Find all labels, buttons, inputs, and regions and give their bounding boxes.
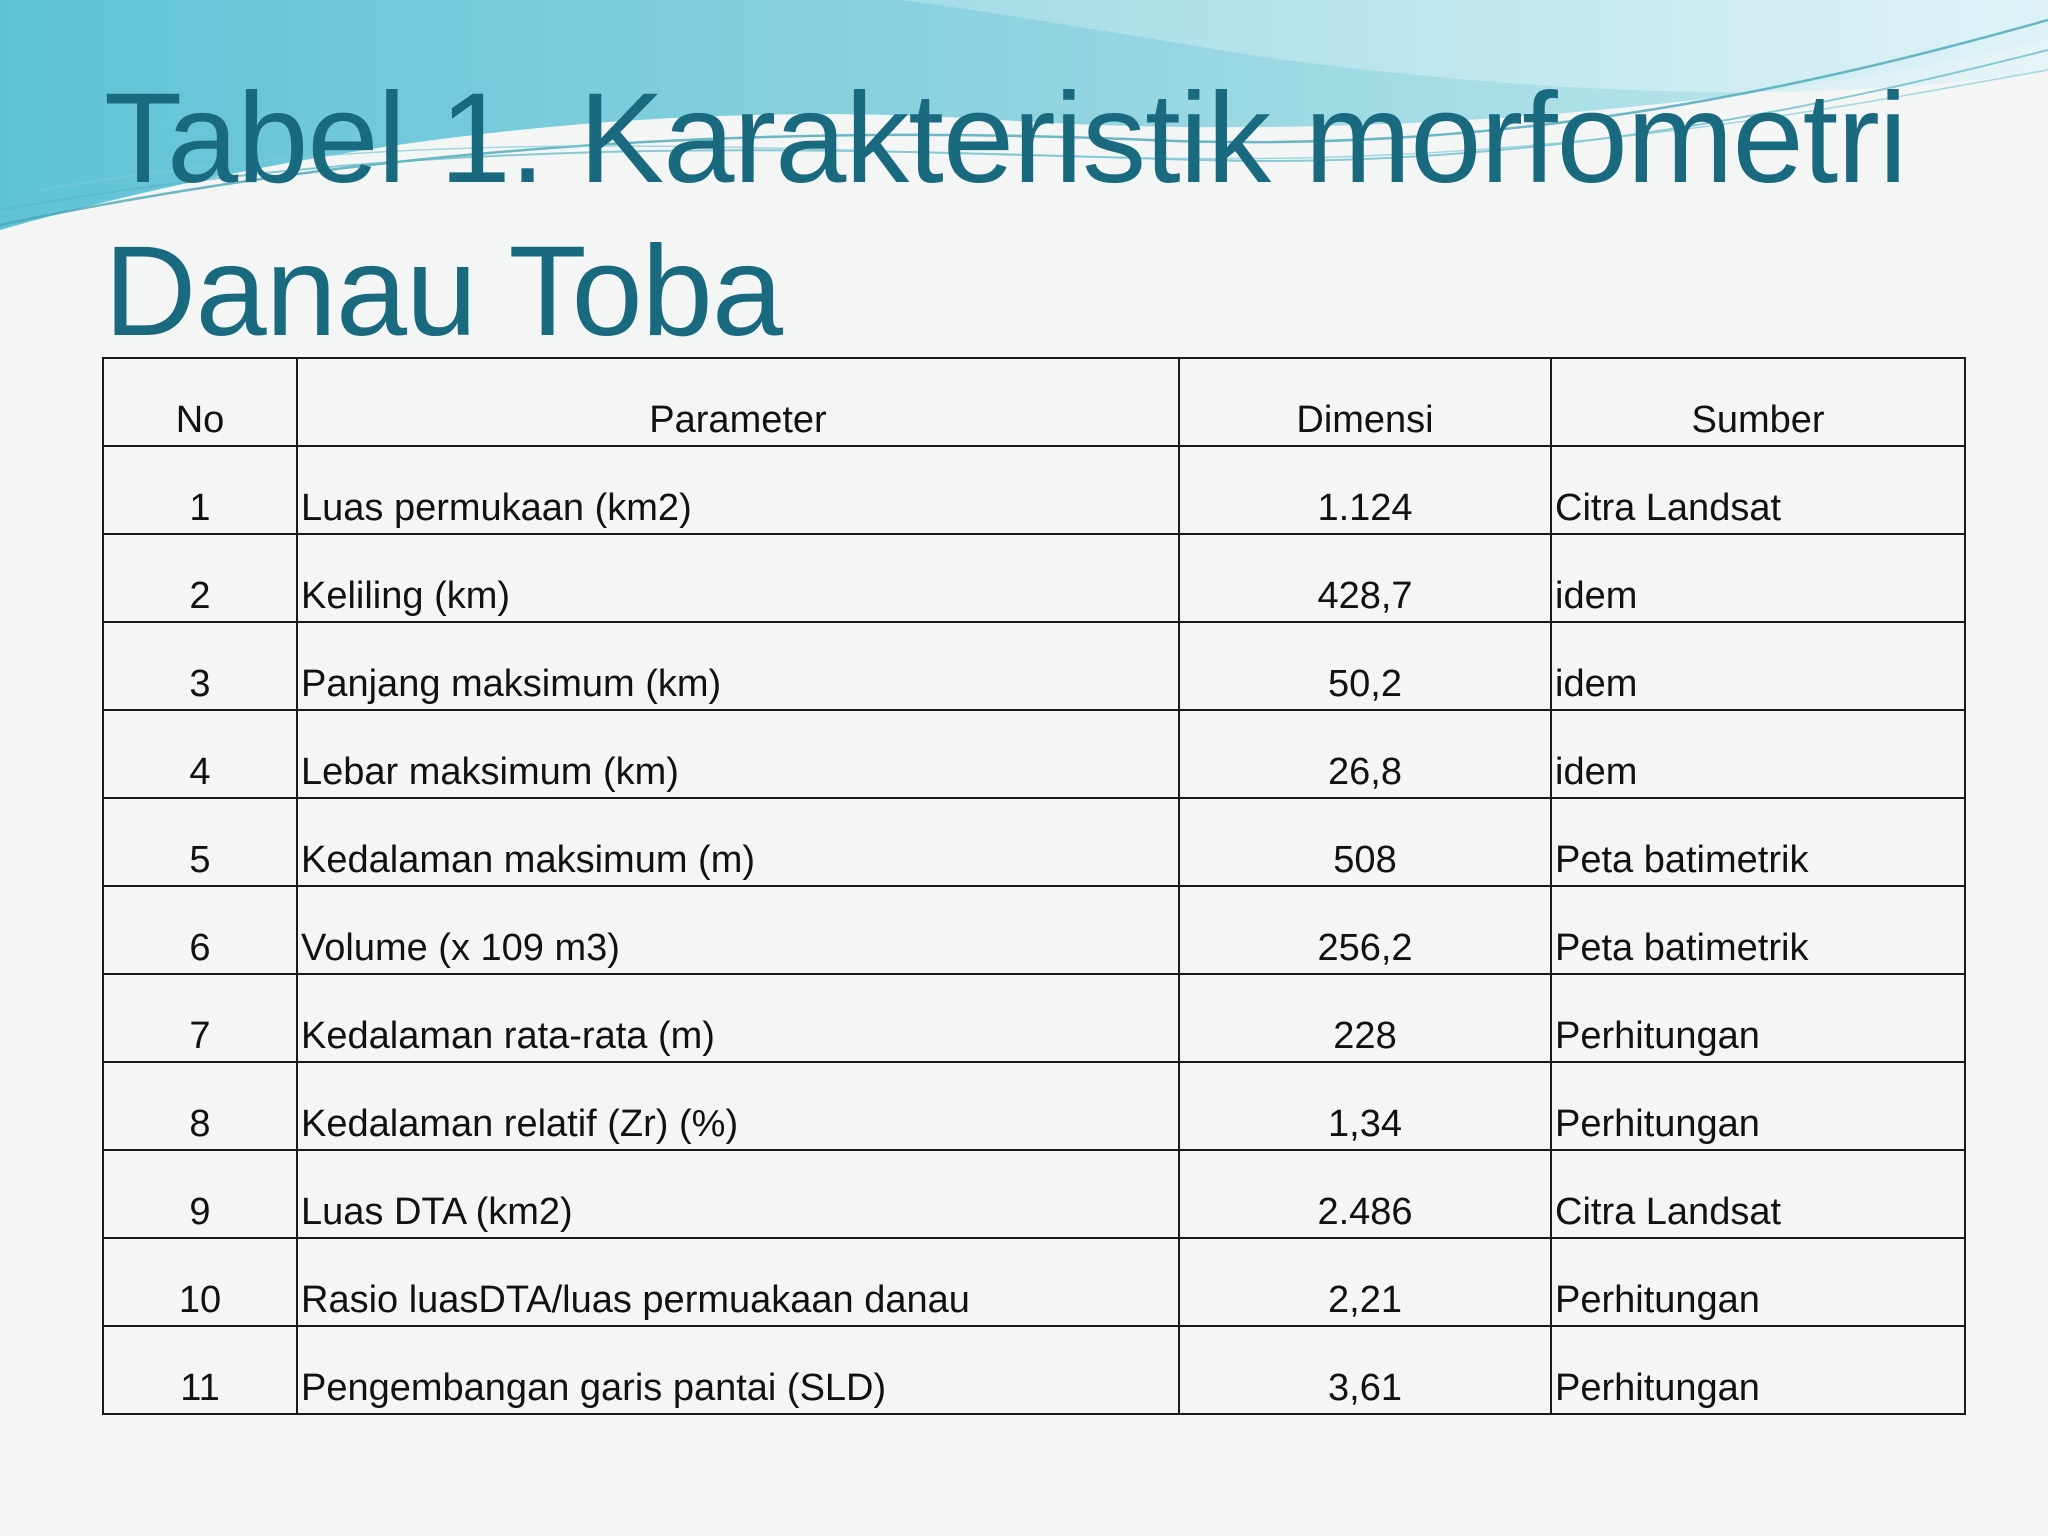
cell-dimensi: 2.486 [1179,1150,1551,1238]
cell-no: 2 [103,534,297,622]
cell-no: 7 [103,974,297,1062]
cell-parameter: Volume (x 109 m3) [297,886,1179,974]
table-row [103,798,1965,886]
cell-sumber: Perhitungan [1551,974,1965,1062]
cell-parameter: Lebar maksimum (km) [297,710,1179,798]
cell-parameter: Pengembangan garis pantai (SLD) [297,1326,1179,1414]
cell-sumber: Peta batimetrik [1551,886,1965,974]
slide-title-line-1: Tabel 1. Karakteristik morfometri [104,67,1907,210]
cell-dimensi: 428,7 [1179,534,1551,622]
cell-dimensi: 1.124 [1179,446,1551,534]
cell-parameter: Luas permukaan (km2) [297,446,1179,534]
cell-no: 3 [103,622,297,710]
cell-no: 10 [103,1238,297,1326]
cell-sumber: Citra Landsat [1551,446,1965,534]
cell-sumber: Perhitungan [1551,1238,1965,1326]
cell-sumber: idem [1551,710,1965,798]
cell-no: 1 [103,446,297,534]
header-dimensi: Dimensi [1179,358,1551,446]
table-row [103,1150,1965,1238]
cell-dimensi: 256,2 [1179,886,1551,974]
cell-no: 5 [103,798,297,886]
cell-dimensi: 2,21 [1179,1238,1551,1326]
header-sumber: Sumber [1551,358,1965,446]
table-row [103,622,1965,710]
cell-dimensi: 3,61 [1179,1326,1551,1414]
cell-no: 6 [103,886,297,974]
cell-sumber: Peta batimetrik [1551,798,1965,886]
cell-sumber: Perhitungan [1551,1062,1965,1150]
cell-parameter: Rasio luasDTA/luas permuakaan danau [297,1238,1179,1326]
table-row [103,974,1965,1062]
cell-parameter: Kedalaman rata-rata (m) [297,974,1179,1062]
cell-no: 11 [103,1326,297,1414]
cell-dimensi: 508 [1179,798,1551,886]
table-row [103,886,1965,974]
cell-dimensi: 228 [1179,974,1551,1062]
table-row [103,1062,1965,1150]
cell-parameter: Luas DTA (km2) [297,1150,1179,1238]
cell-sumber: idem [1551,534,1965,622]
cell-dimensi: 50,2 [1179,622,1551,710]
cell-no: 9 [103,1150,297,1238]
table-row [103,534,1965,622]
header-no: No [103,358,297,446]
header-parameter: Parameter [297,358,1179,446]
cell-dimensi: 1,34 [1179,1062,1551,1150]
table-row [103,1326,1965,1414]
cell-sumber: Perhitungan [1551,1326,1965,1414]
cell-no: 4 [103,710,297,798]
cell-no: 8 [103,1062,297,1150]
cell-sumber: Citra Landsat [1551,1150,1965,1238]
cell-parameter: Panjang maksimum (km) [297,622,1179,710]
cell-parameter: Kedalaman relatif (Zr) (%) [297,1062,1179,1150]
cell-parameter: Kedalaman maksimum (m) [297,798,1179,886]
table-row [103,1238,1965,1326]
slide-title-line-2: Danau Toba [104,220,782,363]
cell-sumber: idem [1551,622,1965,710]
cell-parameter: Keliling (km) [297,534,1179,622]
table-header-row [103,358,1965,446]
slide-title [104,62,1906,368]
cell-dimensi: 26,8 [1179,710,1551,798]
table-row [103,446,1965,534]
morphometry-table [102,357,1966,1415]
table-row [103,710,1965,798]
